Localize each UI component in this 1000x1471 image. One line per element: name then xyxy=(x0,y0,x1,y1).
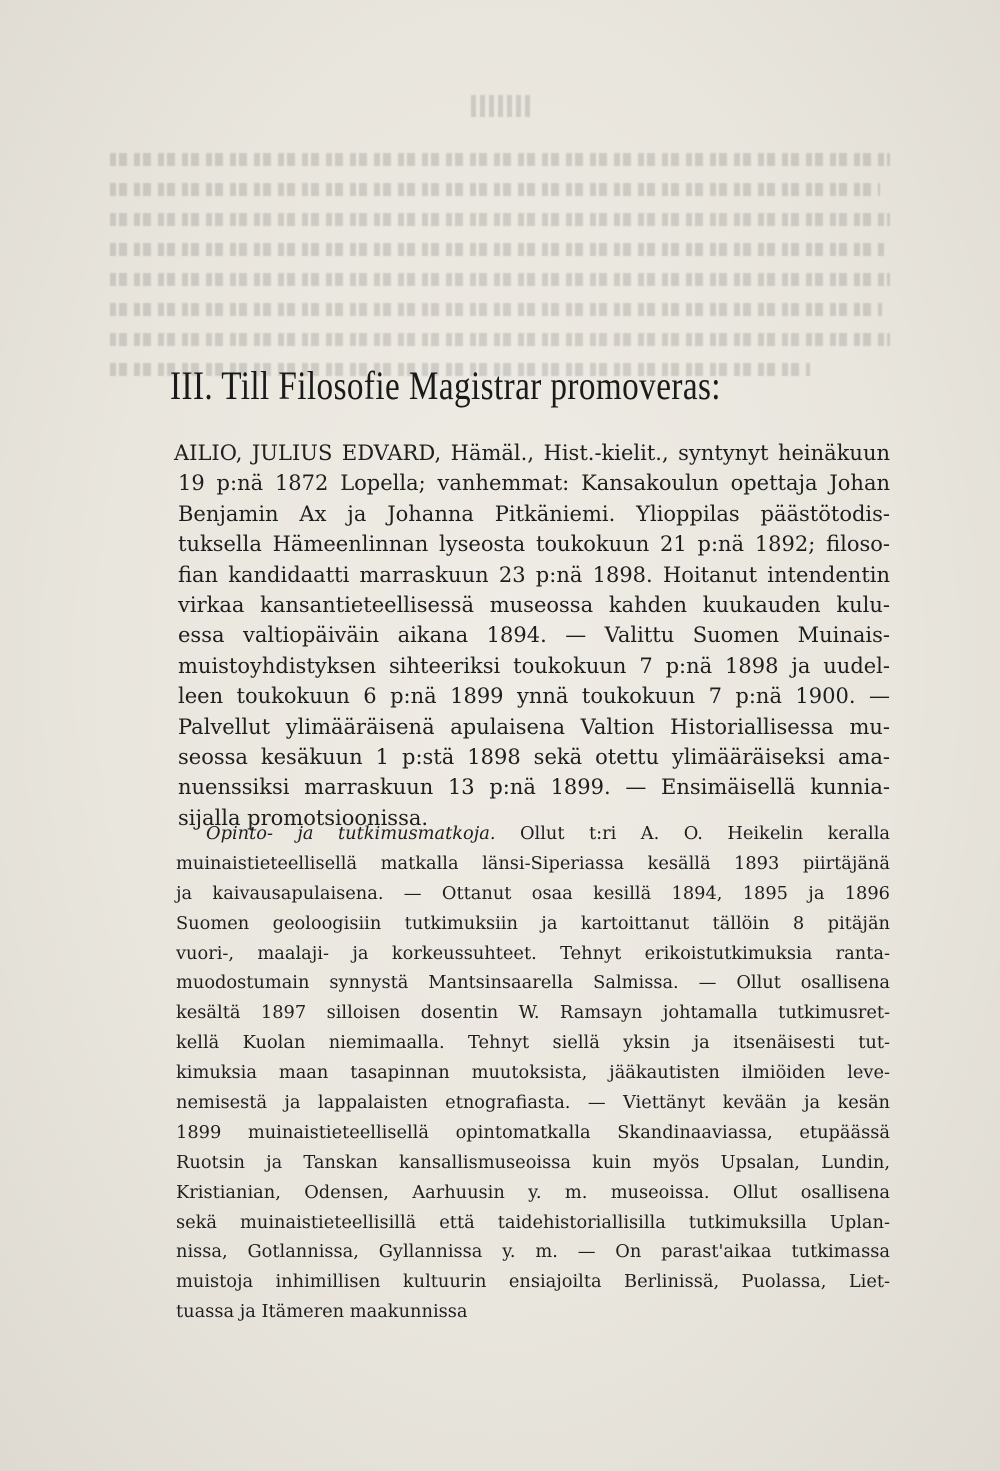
section-heading: III. Till Filosofie Magistrar promoveras: xyxy=(170,363,721,408)
travels-line: kellä Kuolan niemimaalla. Tehnyt siellä yksin ja itsenäisesti tut- xyxy=(176,1032,890,1054)
travels-first-line-text: Ollut t:ri A. O. Heikelin keralla xyxy=(519,823,891,844)
bleed-through-line xyxy=(110,183,880,196)
travels-line: nemisestä ja lappalaisten etnografiasta. — Viettänyt kevään ja kesän xyxy=(176,1092,890,1114)
travels-line: 1899 muinaistieteellisellä opintomatkalla Skandinaaviassa, etupäässä xyxy=(176,1121,890,1143)
bleed-through-line xyxy=(110,213,890,226)
travels-line: Kristianian, Odensen, Aarhuusin y. m. museoissa. Ollut osallisena xyxy=(176,1181,890,1203)
travels-line: Suomen geoloogisiin tutkimuksiin ja kartoittanut tällöin 8 pitäjän xyxy=(176,912,890,934)
entry-line: essa valtiopäiväin aikana 1894. — Valittu Suomen Muinais- xyxy=(178,623,890,648)
entry-line: 19 p:nä 1872 Lopella; vanhemmat: Kansakoulun opettaja Johan xyxy=(178,471,890,496)
entry-line: sijalla promotsioonissa. xyxy=(178,805,429,830)
travels-line: kesältä 1897 silloisen dosentin W. Ramsayn johtamalla tutkimusret- xyxy=(176,1002,890,1024)
travels-line: sekä muinaistieteellisillä että taidehistoriallisilla tutkimuksilla Uplan- xyxy=(176,1211,890,1233)
bleed-through-line xyxy=(110,333,890,346)
entry-line: tuksella Hämeenlinnan lyseosta toukokuun 21 p:nä 1892; filoso- xyxy=(178,532,890,557)
bleed-through-line xyxy=(110,303,882,316)
bleed-through-page-number xyxy=(470,95,530,117)
travels-line: muistoja inhimillisen kultuurin ensiajoilta Berlinissä, Puolassa, Liet- xyxy=(176,1271,890,1293)
travels-line: Ruotsin ja Tanskan kansallismuseoissa kuin myös Upsalan, Lundin, xyxy=(176,1151,890,1173)
travels-line: muodostumain synnystä Mantsinsaarella Salmissa. — Ollut osallisena xyxy=(176,972,890,994)
reverse-side-bleed-through xyxy=(110,95,890,395)
travels-paragraph xyxy=(176,819,890,1327)
bleed-through-line xyxy=(110,243,885,256)
entry-line: fian kandidaatti marraskuun 23 p:nä 1898. Hoitanut intendentin xyxy=(178,562,890,587)
travels-line: ja kaivausapulaisena. — Ottanut osaa kesillä 1894, 1895 ja 1896 xyxy=(176,882,890,904)
travels-line: kimuksia maan tasapinnan muutoksista, jääkautisten ilmiöiden leve- xyxy=(176,1062,890,1084)
entry-line: Benjamin Ax ja Johanna Pitkäniemi. Ylioppilas päästötodis- xyxy=(178,501,890,526)
entry-line: leen toukokuun 6 p:nä 1899 ynnä toukokuun 7 p:nä 1900. — xyxy=(178,684,890,709)
biography-entry xyxy=(174,438,890,833)
entry-line: seossa kesäkuun 1 p:stä 1898 sekä otettu ylimääräiseksi ama- xyxy=(178,744,890,769)
travels-line: vuori-, maalaji- ja korkeussuhteet. Tehnyt erikoistutkimuksia ranta- xyxy=(176,942,890,964)
entry-line: nuenssiksi marraskuun 13 p:nä 1899. — Ensimäisellä kunnia- xyxy=(178,775,890,800)
travels-line: nissa, Gotlannissa, Gyllannissa y. m. — On parast'aikaa tutkimassa xyxy=(176,1241,890,1263)
bleed-through-line xyxy=(110,153,890,166)
entry-line: muistoyhdistyksen sihteeriksi toukokuun 7 p:nä 1898 ja uudel- xyxy=(178,653,890,678)
travels-line: tuassa ja Itämeren maakunnissa xyxy=(176,1301,468,1323)
entry-line: Palvellut ylimääräisenä apulaisena Valtion Historiallisessa mu- xyxy=(178,714,890,739)
bleed-through-line xyxy=(110,273,890,286)
travels-line: muinaistieteellisellä matkalla länsi-Siperiassa kesällä 1893 piirtäjänä xyxy=(176,852,890,874)
travels-first-line xyxy=(176,819,890,849)
travels-title: Opinto- ja tutkimusmatkoja. xyxy=(206,823,496,844)
entry-line: virkaa kansantieteellisessä museossa kahden kuukauden kulu- xyxy=(178,592,890,617)
entry-line: AILIO, JULIUS EDVARD, Hämäl., Hist.-kielit., syntynyt heinäkuun xyxy=(174,441,890,465)
